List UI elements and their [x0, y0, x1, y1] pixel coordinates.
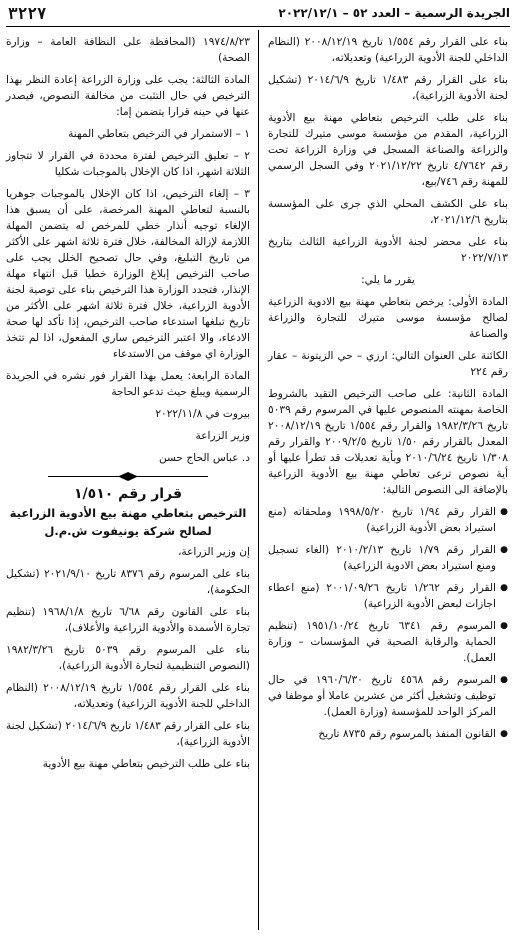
recital: بناء على القرار رقم ١/٤٨٣ تاريخ ٢٠١٤/٦/٩ (تشكيل لجنة الأدوية الزراعية)،: [6, 720, 250, 748]
article-one: المادة الأولى: يرخص بتعاطي مهنة بيع الادوية الزراعية لصالح مؤسسة موسى متيرك للتجارة والزراعة والصناعة: [268, 296, 508, 340]
article-four: المادة الرابعة: يعمل بهذا القرار فور نشره في الجريدة الرسمية ويبلغ حيث تدعو الحاجة: [6, 370, 250, 398]
list-item: ● القرار رقم ١/٩٤ تاريخ ١٩٩٨/٥/٢٠ وملحقاته (منع استيراد بعض الأدوية الزراعية): [268, 504, 508, 536]
list-item: ● المرسوم رقم ٤٥٦٨ تاريخ ١٩٦٠/٦/٣٠ في حال توظيف وتشغيل أكثر من عشرين عاملا أو موظفا في المركز الواحد للمؤسسة (وزارة العمل).: [268, 672, 508, 720]
place-date: بيروت في ٢٠٢٢/١١/٨: [155, 408, 250, 420]
list-item: ● القرار رقم ١/٧٩ تاريخ ٢٠١٠/٢/١٣ (الغاء تسجيل ومنع استيراد بعض الادوية الزراعية): [268, 542, 508, 574]
list-item: ● المرسوم رقم ٦٣٤١ تاريخ ١٩٥١/١٠/٢٤ (تنظيم الحماية والرقابة الصحية في المؤسسات – وزارة العمل).: [268, 618, 508, 666]
minister-title: وزير الزراعة: [195, 430, 250, 442]
recital: بناء على المرسوم رقم ٥٠٣٩ تاريخ ١٩٨٢/٣/٢٦ (النصوص التنظيمية لتجارة الأدوية الزراعية)،: [6, 644, 250, 672]
section-divider: [48, 472, 208, 482]
decides-heading: يقرر ما يلي:: [361, 274, 415, 286]
list-item: ● القرار رقم ١/٢٦٢ تاريخ ٢٠٠١/٠٩/٢٦ (منع اعطاء اجازات لبعض الأدوية الزراعية): [268, 580, 508, 612]
recital: بناء على القانون رقم ٦/٦٨ تاريخ ١٩٦٨/١/٨ (تنظيم تجارة الأسمدة والأدوية الزراعية والأعلاف)،: [6, 606, 250, 634]
divider-ornament: [118, 472, 138, 481]
recital: بناء على طلب الترخيص بتعاطي مهنة بيع الأدوية: [42, 758, 250, 770]
column-divider: [258, 30, 259, 930]
option-item: ١ – الاستمرار في الترخيص بتعاطي المهنة: [68, 128, 250, 140]
article-two: المادة الثانية: على صاحب الترخيص التقيد بالشروط الخاصة بمهنته المنصوص عليها في المرسوم رقم ٥٠٣٩ تاريخ ١٩٨٢/٣/٢٦ والقرار رقم ١/٥٥٤ تاريخ ٢٠٠٨/١٢/١٩ المعدل بالقرار رقم ١/٥٠ تاريخ ٢٠٠٩/٢/٥ والقرار رقم ١/٣٠٨ تاريخ ٢٠١٠/٦/٢٤ وبأية تعديلات قد تطرأ عليها أو أية نصوص ترعى تعاطي مهنة بيع الأدوية الزراعية بالإضافة الى النصوص التالية:: [268, 388, 508, 496]
option-item: ٣ – إلغاء الترخيص، اذا كان الإخلال بالموجبات جوهريا بالنسبة لتعاطي المهنة المرخصة، على أن يسبق هذا الإلغاء توجيه أنذار خطي للمرخص له يتضمن المهلة اللازمة لإزالة المخالفة، خلال فترة ثلاثة اشهر على الأكثر من تاريخ التبليغ، وفي حال تصحيح الخلل يجب على صاحب الترخيص إبلاغ الوزارة خطيا قبل انتهاء مهلة الإنذار، فتجدد الوزارة هذا الترخيص بناء على توصية لجنة الأدوية الزراعية، خلال فترة ثلاثة اشهر على الأكثر من تاريخ تبلغها استدعاء صاحب الترخيص، إذا تأكد لها صحة الادعاء، والا اعتبر الترخيص ساري المفعول، اذا لم تتخذ الوزارة اي موقف من الاستدعاء: [6, 188, 250, 360]
recital: بناء على المرسوم رقم ٨٣٧٦ تاريخ ٢٠٢١/٩/١٠ (تشكيل الحكومة)،: [6, 568, 250, 596]
article-three: المادة الثالثة: يجب على وزارة الزراعة إعادة النظر بهذا الترخيص في حال التثبت من مخالفة النصوص، فيصدر عنها في حينه قرارا يتضمن إما:: [6, 74, 250, 118]
minister-intro: إن وزير الزراعة،: [178, 546, 250, 558]
recital: بناء على محضر لجنة الأدوية الزراعية الثالث بتاريخ ٢٠٢٢/٧/١٣: [268, 236, 508, 264]
gazette-title: الجريدة الرسمية – العدد ٥٢ – ٢٠٢٢/١٢/١: [278, 6, 510, 20]
recital: بناء على القرار رقم ١/٥٥٤ تاريخ ٢٠٠٨/١٢/١٩ (النظام الداخلي للجنة الأدوية الزراعية) وتعديلاته،: [6, 682, 250, 710]
recital: بناء على الكشف المحلي الذي جرى على المؤسسة بتاريخ ٢٠٢١/١٢/٦،: [268, 198, 508, 226]
recital: بناء على القرار رقم ١/٥٥٤ تاريخ ٢٠٠٨/١٢/١٩ (النظام الداخلي للجنة الأدوية الزراعية) وتعديلاته،: [268, 36, 508, 64]
header-divider: [6, 26, 510, 27]
left-column: [6, 34, 250, 778]
page-number: ٣٢٢٧: [8, 4, 47, 23]
decree-number: قرار رقم ١/٥١٠: [74, 486, 182, 502]
regulation-list: [268, 504, 508, 742]
option-item: ٢ – تعليق الترخيص لفترة محددة في القرار لا تتجاوز الثلاثة اشهر، اذا كان الإخلال بالموجبات شكليا: [6, 150, 250, 178]
decree-title: الترخيص بتعاطي مهنة بيع الأدوية الزراعية لصالح شركة يونيفوت ش.م.ل: [9, 506, 247, 538]
page-header: [6, 4, 510, 26]
address: الكائنة على العنوان التالي: ارزي – حي الزيتونة – عقار رقم ٢٢٤: [268, 350, 508, 378]
recital: بناء على القرار رقم ١/٤٨٣ تاريخ ٢٠١٤/٦/٩ (تشكيل لجنة الأدوية الزراعية)،: [268, 74, 508, 102]
right-column: [268, 34, 508, 748]
recital: بناء على طلب الترخيص بتعاطي مهنة بيع الأدوية الزراعية، المقدم من مؤسسة موسى متيرك للتجارة والزراعة والصناعة المسجل في وزارة الزراعة تحت رقم ٤/٧٦٤٢ تاريخ ٢٠٢١/١٢/٢٢ وفي السجل الرسمي للمهنة رقم ٧٤٦/بيع،: [268, 112, 508, 188]
list-item: ● القانون المنفذ بالمرسوم رقم ٨٧٣٥ تاريخ: [268, 726, 508, 742]
minister-name: د. عباس الحاج حسن: [158, 452, 250, 464]
continuation-text: ١٩٧٤/٨/٢٣ (المحافظة على النظافة العامة – وزارة الصحة): [6, 36, 250, 64]
